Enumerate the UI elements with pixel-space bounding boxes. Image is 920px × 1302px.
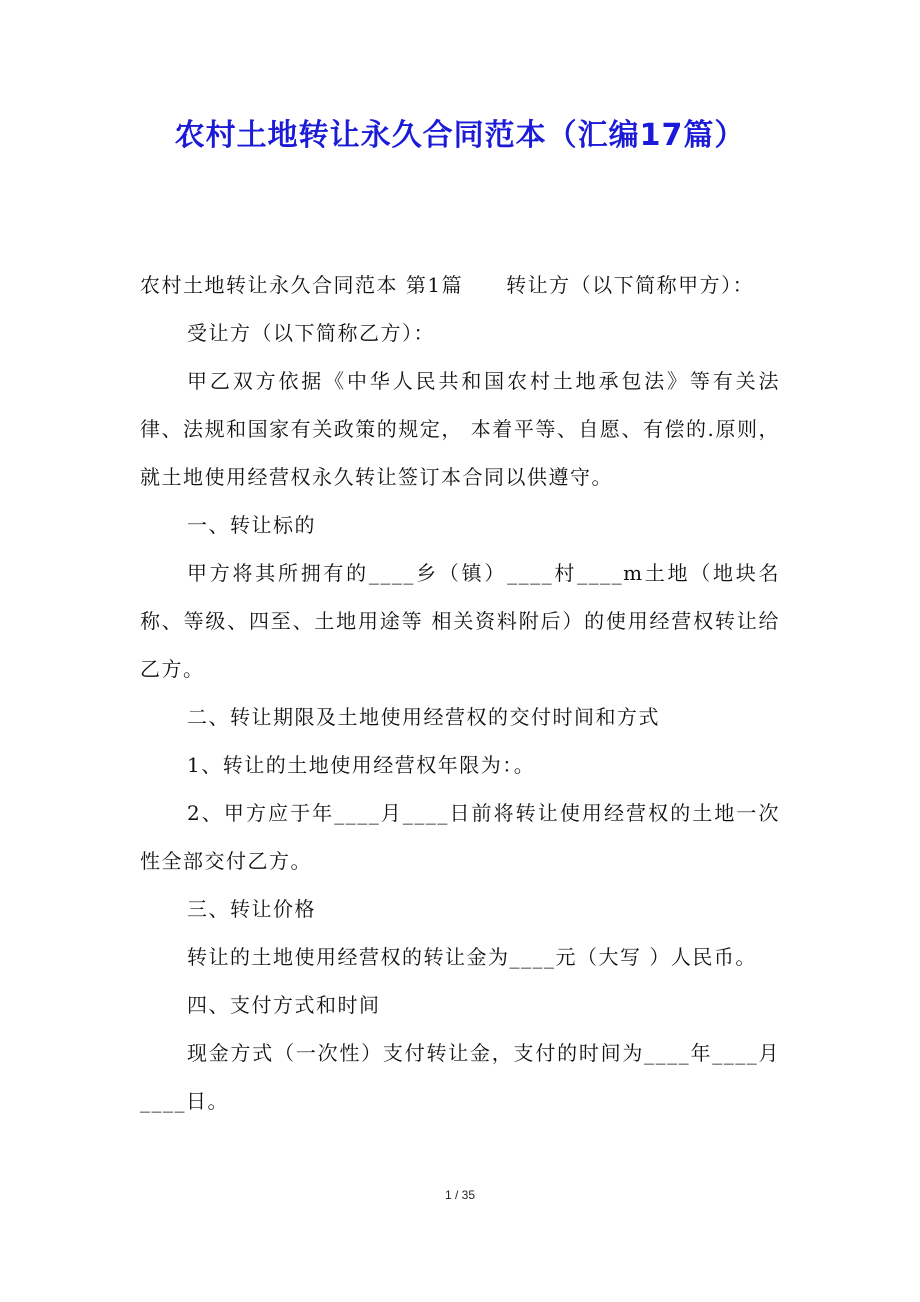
paragraph: 转让的土地使用经营权的转让金为____元（大写 ）人民币。 xyxy=(187,945,757,969)
paragraph: 受让方（以下简称乙方）： xyxy=(187,321,435,345)
section-heading: 四、支付方式和时间 xyxy=(187,993,381,1017)
paragraph: 甲方将其所拥有的____乡（镇）____村____m土地（地块名称、等级、四至、土地用途等 相关资料附后）的使用经营权转让给乙方。 xyxy=(140,561,780,681)
paragraph: 农村土地转让永久合同范本 第1篇 转让方（以下简称甲方）： xyxy=(140,273,755,297)
section-heading: 三、转让价格 xyxy=(187,897,316,921)
paragraph: 现金方式（一次性）支付转让金，支付的时间为____年____月____日。 xyxy=(140,1041,780,1113)
document-body xyxy=(140,261,780,1125)
page-number: 1 / 35 xyxy=(444,1188,476,1202)
paragraph: 1、转让的土地使用经营权年限为：。 xyxy=(187,753,536,777)
section-heading: 二、转让期限及土地使用经营权的交付时间和方式 xyxy=(187,705,660,729)
paragraph: 2、甲方应于年____月____日前将转让使用经营权的土地一次性全部交付乙方。 xyxy=(140,801,780,873)
section-heading: 一、转让标的 xyxy=(187,513,316,537)
paragraph: 甲乙双方依据《中华人民共和国农村土地承包法》等有关法律、法规和国家有关政策的规定， 本着平等、自愿、有偿的.原则，就土地使用经营权永久转让签订本合同以供遵守。 xyxy=(140,369,780,489)
document-title: 农村土地转让永久合同范本（汇编17篇） xyxy=(174,118,746,153)
